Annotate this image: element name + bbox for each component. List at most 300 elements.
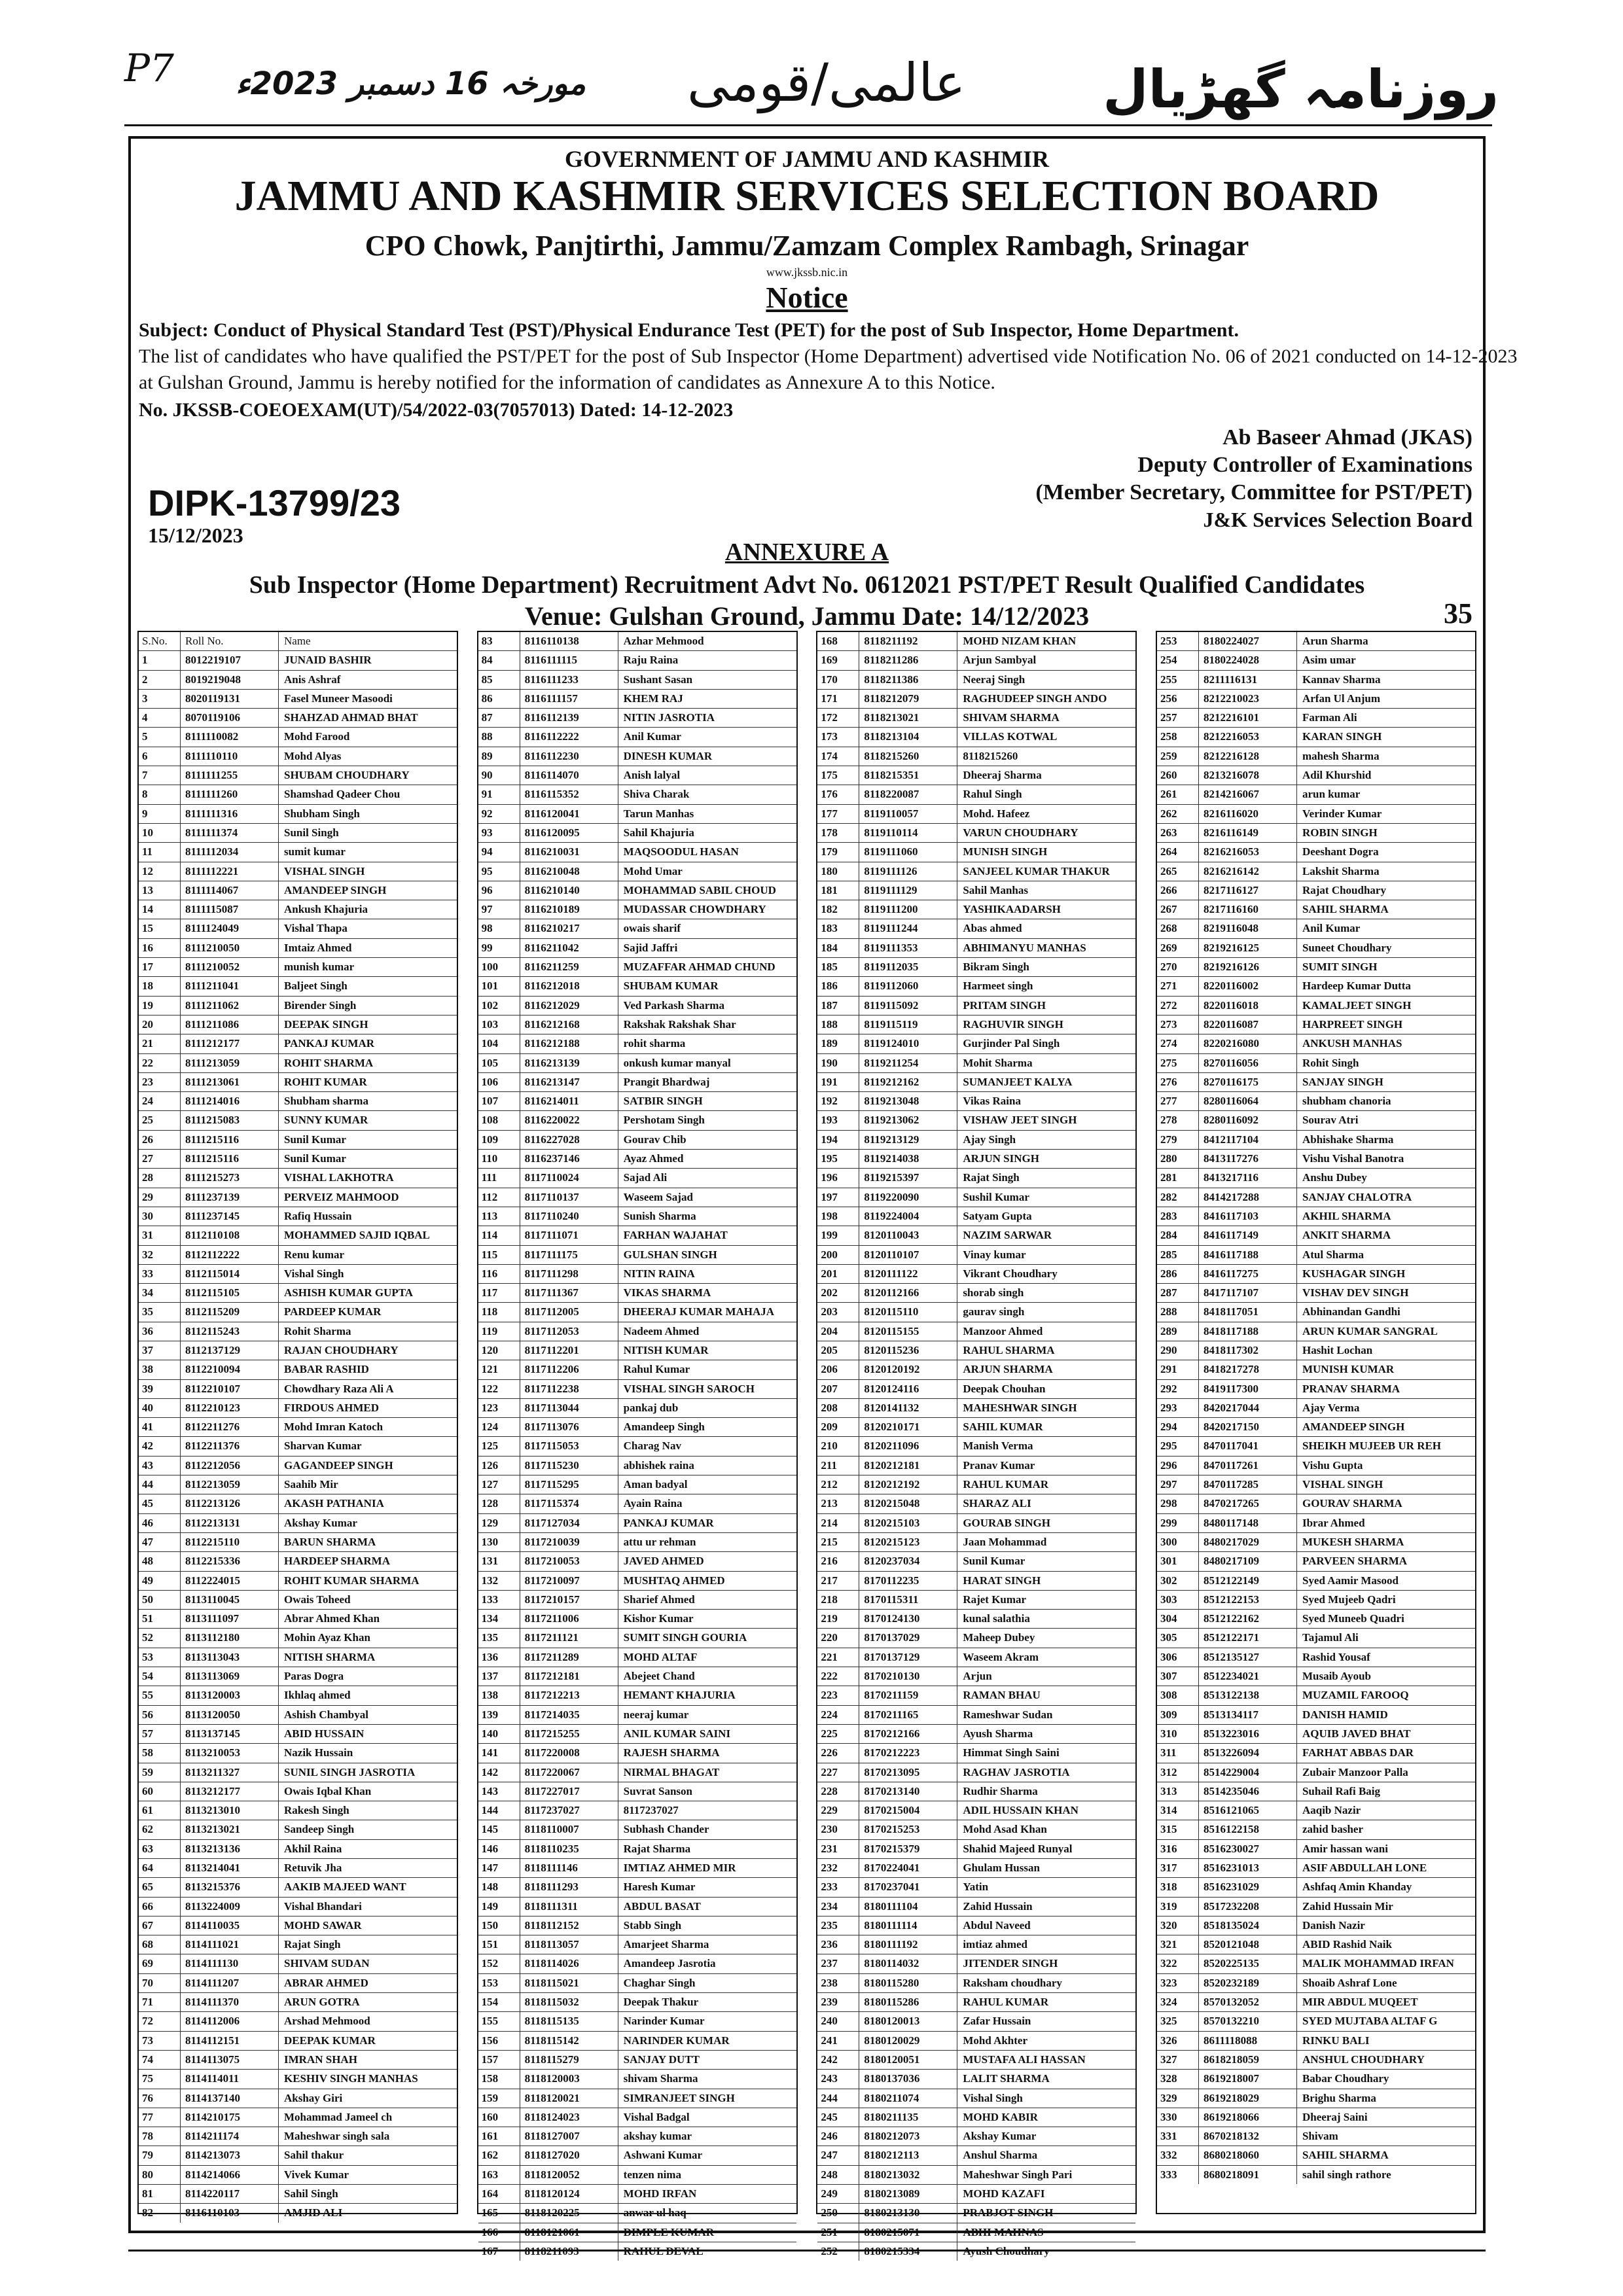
table-row xyxy=(1157,843,1475,862)
table-row xyxy=(478,1840,796,1859)
roll-number: 8116213139 xyxy=(520,1054,618,1072)
table-row xyxy=(478,1054,796,1073)
serial-number: 26 xyxy=(139,1131,181,1149)
roll-number: 8119211254 xyxy=(859,1054,957,1072)
roll-number: 8113120050 xyxy=(181,1706,279,1724)
candidate-name: abhishek raina xyxy=(623,1458,694,1472)
table-row xyxy=(478,2242,796,2261)
serial-number: 30 xyxy=(139,1207,181,1226)
serial-number: 162 xyxy=(478,2146,520,2164)
serial-number: 71 xyxy=(139,1993,181,2011)
serial-number: 120 xyxy=(478,1341,520,1360)
table-row xyxy=(478,671,796,690)
candidate-name: SANJEEL KUMAR THAKUR xyxy=(963,864,1110,877)
roll-number: 8114220117 xyxy=(181,2185,279,2203)
serial-number: 203 xyxy=(817,1303,859,1321)
candidate-name: JAVED AHMED xyxy=(623,1555,704,1568)
candidate-name: ANIL KUMAR SAINI xyxy=(623,1727,731,1740)
serial-number: 2 xyxy=(139,671,181,689)
roll-number: 8118111311 xyxy=(520,1898,618,1916)
candidate-name: imtiaz ahmed xyxy=(963,1938,1027,1951)
serial-number: 145 xyxy=(478,1820,520,1839)
roll-number: 8117110024 xyxy=(520,1169,618,1187)
candidate-name: Syed Mujeeb Qadri xyxy=(1302,1593,1396,1606)
roll-number: 8217116127 xyxy=(1199,881,1297,900)
roll-number: 8120115110 xyxy=(859,1303,957,1321)
roll-number: 8170124130 xyxy=(859,1610,957,1628)
table-row xyxy=(139,900,457,919)
serial-number: 232 xyxy=(817,1859,859,1877)
table-row xyxy=(1157,1514,1475,1533)
candidate-name: Pranav Kumar xyxy=(963,1458,1035,1472)
serial-number: 74 xyxy=(139,2051,181,2069)
table-row xyxy=(139,728,457,747)
roll-number: 8570132210 xyxy=(1199,2012,1297,2030)
serial-number: 55 xyxy=(139,1686,181,1704)
roll-number: 8170137029 xyxy=(859,1629,957,1647)
candidate-name: Vishu Vishal Banotra xyxy=(1302,1152,1404,1165)
table-row xyxy=(817,2185,1135,2204)
roll-number: 8114112151 xyxy=(181,2032,279,2050)
roll-number: 8119213129 xyxy=(859,1131,957,1149)
roll-number: 8170215253 xyxy=(859,1820,957,1839)
table-row xyxy=(139,1801,457,1820)
roll-number: 8114111370 xyxy=(181,1993,279,2011)
roll-number: 8116110138 xyxy=(520,632,618,650)
roll-number: 8118121061 xyxy=(520,2223,618,2242)
candidate-name: HEMANT KHAJURIA xyxy=(623,1689,736,1702)
serial-number: 122 xyxy=(478,1380,520,1398)
table-row xyxy=(1157,747,1475,766)
candidate-name: Narinder Kumar xyxy=(623,2015,705,2028)
table-row xyxy=(139,1859,457,1878)
table-row xyxy=(478,709,796,728)
serial-number: 106 xyxy=(478,1073,520,1091)
candidate-name: Mohd. Hafeez xyxy=(963,807,1030,820)
table-row xyxy=(817,1016,1135,1034)
candidate-name: KHEM RAJ xyxy=(623,692,683,705)
serial-number: 178 xyxy=(817,824,859,842)
roll-number: 8512135127 xyxy=(1199,1648,1297,1667)
candidate-name: Farman Ali xyxy=(1302,711,1357,724)
roll-number: 8113110045 xyxy=(181,1591,279,1609)
serial-number: 80 xyxy=(139,2166,181,2184)
table-row xyxy=(478,958,796,977)
roll-number: 8170213095 xyxy=(859,1763,957,1782)
roll-number: 8112115243 xyxy=(181,1322,279,1341)
table-row xyxy=(1157,1284,1475,1303)
serial-number: 202 xyxy=(817,1284,859,1302)
serial-number: 209 xyxy=(817,1418,859,1436)
serial-number: 47 xyxy=(139,1533,181,1551)
roll-number: 8119111244 xyxy=(859,919,957,938)
serial-number: 262 xyxy=(1157,805,1199,823)
serial-number: 59 xyxy=(139,1763,181,1782)
candidate-name: Arjun xyxy=(963,1670,992,1683)
serial-number: 331 xyxy=(1157,2127,1199,2146)
serial-number: 88 xyxy=(478,728,520,746)
candidate-name: PANKAJ KUMAR xyxy=(623,1516,714,1529)
serial-number: 10 xyxy=(139,824,181,842)
roll-number: 8212210023 xyxy=(1199,690,1297,708)
dipk-number: DIPK-13799/23 xyxy=(148,482,401,523)
roll-number: 8113111097 xyxy=(181,1610,279,1628)
candidate-name: SUNNY KUMAR xyxy=(284,1114,368,1127)
roll-number: 8516121065 xyxy=(1199,1801,1297,1820)
roll-number: 8119115092 xyxy=(859,997,957,1015)
table-row xyxy=(1157,2012,1475,2031)
roll-number: 8514229004 xyxy=(1199,1763,1297,1782)
roll-number: 8116214011 xyxy=(520,1092,618,1110)
candidate-name: Waseem Akram xyxy=(963,1650,1039,1663)
serial-number: 222 xyxy=(817,1667,859,1686)
roll-number: 8118111146 xyxy=(520,1859,618,1877)
table-row xyxy=(478,1475,796,1494)
candidate-name: Vishal Singh xyxy=(284,1267,344,1280)
candidate-name: Mohd Imran Katoch xyxy=(284,1421,383,1434)
table-row xyxy=(1157,1954,1475,1973)
serial-number: 269 xyxy=(1157,939,1199,957)
serial-number: 317 xyxy=(1157,1859,1199,1877)
serial-number: 234 xyxy=(817,1898,859,1916)
serial-number: 124 xyxy=(478,1418,520,1436)
serial-number: 20 xyxy=(139,1016,181,1034)
serial-number: 198 xyxy=(817,1207,859,1226)
roll-number: 8111210052 xyxy=(181,958,279,976)
serial-number: 276 xyxy=(1157,1073,1199,1091)
candidate-name: Anshul Sharma xyxy=(963,2149,1038,2162)
candidate-name: AKHIL SHARMA xyxy=(1302,1209,1391,1222)
roll-number: 8117237027 xyxy=(520,1801,618,1820)
roll-number: 8116210140 xyxy=(520,881,618,900)
table-row xyxy=(478,1763,796,1782)
table-row xyxy=(1157,2166,1475,2184)
serial-number: 7 xyxy=(139,766,181,785)
roll-number: 8180115280 xyxy=(859,1974,957,1992)
candidate-name: Mohit Sharma xyxy=(963,1056,1033,1069)
roll-number: 8513122138 xyxy=(1199,1686,1297,1704)
annexure-page-number: 35 xyxy=(1444,597,1472,629)
table-row xyxy=(139,1916,457,1935)
table-row xyxy=(817,2070,1135,2089)
roll-number: 8170213140 xyxy=(859,1782,957,1801)
roll-number: 8170211165 xyxy=(859,1706,957,1724)
candidate-name: SANJAY CHALOTRA xyxy=(1302,1190,1412,1203)
table-row xyxy=(817,1686,1135,1705)
roll-number: 8513226094 xyxy=(1199,1744,1297,1762)
table-row xyxy=(478,1591,796,1610)
table-row xyxy=(478,766,796,785)
table-row xyxy=(817,1284,1135,1303)
table-row xyxy=(817,1744,1135,1763)
serial-number: 181 xyxy=(817,881,859,900)
candidate-name: KAMALJEET SINGH xyxy=(1302,998,1412,1012)
serial-number: 34 xyxy=(139,1284,181,1302)
table-row xyxy=(1157,1226,1475,1245)
table-row xyxy=(1157,1169,1475,1188)
roll-number: 8413217116 xyxy=(1199,1169,1297,1187)
candidate-name: ARJUN SINGH xyxy=(963,1152,1039,1165)
serial-number: 45 xyxy=(139,1494,181,1513)
serial-number: 312 xyxy=(1157,1763,1199,1782)
roll-number: 8111215273 xyxy=(181,1169,279,1187)
roll-number: 8214216067 xyxy=(1199,785,1297,804)
table-row xyxy=(817,1054,1135,1073)
roll-number: 8212216101 xyxy=(1199,709,1297,727)
candidate-name: Anshu Dubey xyxy=(1302,1171,1367,1184)
roll-number: 8111213059 xyxy=(181,1054,279,1072)
serial-number: 108 xyxy=(478,1111,520,1129)
serial-number: 330 xyxy=(1157,2108,1199,2127)
serial-number: 290 xyxy=(1157,1341,1199,1360)
table-row xyxy=(1157,1878,1475,1897)
candidate-name: Arshad Mehmood xyxy=(284,2015,370,2028)
roll-number: 8470217265 xyxy=(1199,1494,1297,1513)
serial-number: 189 xyxy=(817,1034,859,1053)
roll-number: 8119224004 xyxy=(859,1207,957,1226)
serial-number: 1 xyxy=(139,651,181,669)
serial-number: 194 xyxy=(817,1131,859,1149)
roll-number: 8113213136 xyxy=(181,1840,279,1858)
candidate-name: GOURAB SINGH xyxy=(963,1516,1050,1529)
candidates-column xyxy=(477,631,798,2257)
table-row xyxy=(1157,1552,1475,1571)
candidate-name: RAGHAV JASROTIA xyxy=(963,1765,1070,1778)
candidate-name: ANSHUL CHOUDHARY xyxy=(1302,2053,1425,2066)
table-row xyxy=(139,1284,457,1303)
roll-number: 8116120041 xyxy=(520,805,618,823)
serial-number: 66 xyxy=(139,1898,181,1916)
table-row xyxy=(817,671,1135,690)
roll-number: 8118120052 xyxy=(520,2166,618,2184)
table-row xyxy=(1157,2108,1475,2127)
candidate-name: Sahil Singh xyxy=(284,2187,338,2200)
roll-number: 8120215048 xyxy=(859,1494,957,1513)
candidate-name: Amandeep Singh xyxy=(623,1421,705,1434)
candidate-name: JITENDER SINGH xyxy=(963,1957,1058,1970)
table-row xyxy=(817,728,1135,747)
roll-number: 8120120192 xyxy=(859,1360,957,1379)
serial-number: 250 xyxy=(817,2204,859,2222)
candidate-name: FIRDOUS AHMED xyxy=(284,1401,379,1414)
table-row xyxy=(1157,1111,1475,1130)
roll-number: 8120211096 xyxy=(859,1437,957,1455)
candidate-name: PRANAV SHARMA xyxy=(1302,1382,1400,1395)
candidates-column xyxy=(137,631,458,2219)
candidate-name: RAJAN CHOUDHARY xyxy=(284,1343,399,1356)
table-row xyxy=(817,1935,1135,1954)
serial-number: 53 xyxy=(139,1648,181,1667)
roll-number: 8113112180 xyxy=(181,1629,279,1647)
candidate-name: Bikram Singh xyxy=(963,961,1029,974)
serial-number: 132 xyxy=(478,1572,520,1590)
serial-number: 229 xyxy=(817,1801,859,1820)
reference-number: No. JKSSB-COEOEXAM(UT)/54/2022-03(7057013) Dated: 14-12-2023 xyxy=(139,399,734,421)
table-row xyxy=(817,1360,1135,1379)
roll-number: 8412117104 xyxy=(1199,1131,1297,1149)
candidate-name: Raksham choudhary xyxy=(963,1976,1062,1989)
table-row xyxy=(817,1265,1135,1284)
table-row xyxy=(139,1878,457,1897)
candidate-name: Jaan Mohammad xyxy=(963,1535,1047,1548)
serial-number: 161 xyxy=(478,2127,520,2146)
table-row xyxy=(1157,632,1475,651)
table-row xyxy=(1157,1610,1475,1629)
government-heading: GOVERNMENT OF JAMMU AND KASHMIR xyxy=(565,146,1049,172)
roll-number: 8480117148 xyxy=(1199,1514,1297,1532)
serial-number: 76 xyxy=(139,2089,181,2108)
roll-number: 8420217044 xyxy=(1199,1399,1297,1417)
roll-number: 8118114026 xyxy=(520,1954,618,1973)
serial-number: 56 xyxy=(139,1706,181,1724)
candidate-name: VILLAS KOTWAL xyxy=(963,730,1058,743)
roll-number: 8118211192 xyxy=(859,632,957,650)
candidate-name: AQUIB JAVED BHAT xyxy=(1302,1727,1411,1740)
board-address: CPO Chowk, Panjtirthi, Jammu/Zamzam Complex Rambagh, Srinagar xyxy=(365,230,1249,262)
roll-number: 8418217278 xyxy=(1199,1360,1297,1379)
table-row xyxy=(1157,1801,1475,1820)
candidate-name: Adil Khurshid xyxy=(1302,769,1372,782)
table-row xyxy=(817,2166,1135,2185)
candidate-name: Anil Kumar xyxy=(623,730,681,743)
table-row xyxy=(478,997,796,1016)
serial-number: 283 xyxy=(1157,1207,1199,1226)
serial-number: 215 xyxy=(817,1533,859,1551)
serial-number: 101 xyxy=(478,977,520,995)
candidate-name: Vikas Raina xyxy=(963,1095,1021,1108)
candidate-name: Zubair Manzoor Palla xyxy=(1302,1765,1408,1778)
table-row xyxy=(139,1016,457,1034)
roll-number: 8120124116 xyxy=(859,1380,957,1398)
serial-number: 121 xyxy=(478,1360,520,1379)
candidate-name: MIR ABDUL MUQEET xyxy=(1302,1996,1418,2009)
table-row xyxy=(478,2185,796,2204)
table-row xyxy=(817,2127,1135,2146)
roll-number: 8112210094 xyxy=(181,1360,279,1379)
table-row xyxy=(817,1437,1135,1456)
roll-number: 8111114067 xyxy=(181,881,279,900)
table-row xyxy=(139,824,457,843)
table-row xyxy=(478,1898,796,1916)
candidate-name: Vishal Badgal xyxy=(623,2110,690,2123)
roll-number: 8413117276 xyxy=(1199,1150,1297,1168)
table-row xyxy=(478,824,796,843)
table-row xyxy=(1157,671,1475,690)
candidate-name: akshay kumar xyxy=(623,2130,692,2143)
roll-number: 8118213021 xyxy=(859,709,957,727)
table-row xyxy=(1157,1341,1475,1360)
serial-number: 61 xyxy=(139,1801,181,1820)
candidate-name: Anis Ashraf xyxy=(284,673,341,686)
candidate-name: Ayain Raina xyxy=(623,1497,683,1510)
roll-number: 8111111260 xyxy=(181,785,279,804)
table-row xyxy=(139,690,457,709)
candidate-name: Sharief Ahmed xyxy=(623,1593,695,1606)
roll-number: 8117112005 xyxy=(520,1303,618,1321)
table-row xyxy=(139,1954,457,1973)
roll-number: 8111211062 xyxy=(181,997,279,1015)
serial-number: 75 xyxy=(139,2070,181,2088)
serial-number: 5 xyxy=(139,728,181,746)
serial-number: 164 xyxy=(478,2185,520,2203)
serial-number: 70 xyxy=(139,1974,181,1992)
candidate-name: NITISH KUMAR xyxy=(623,1343,709,1356)
table-row xyxy=(817,1494,1135,1513)
serial-number: 264 xyxy=(1157,843,1199,861)
roll-number: 8520121048 xyxy=(1199,1935,1297,1954)
serial-number: 142 xyxy=(478,1763,520,1782)
serial-number: 201 xyxy=(817,1265,859,1283)
candidate-name: Charag Nav xyxy=(623,1439,681,1453)
roll-number: 8116237146 xyxy=(520,1150,618,1168)
candidate-name: Abrar Ahmed Khan xyxy=(284,1612,380,1625)
roll-number: 8118115032 xyxy=(520,1993,618,2011)
roll-number: 8118111293 xyxy=(520,1878,618,1896)
roll-number: 8216116149 xyxy=(1199,824,1297,842)
serial-number: 129 xyxy=(478,1514,520,1532)
candidate-name: SATBIR SINGH xyxy=(623,1095,703,1108)
table-row xyxy=(817,1380,1135,1399)
serial-number: 328 xyxy=(1157,2070,1199,2088)
candidate-name: Gourav Chib xyxy=(623,1133,687,1146)
serial-number: 256 xyxy=(1157,690,1199,708)
roll-number: 8618218059 xyxy=(1199,2051,1297,2069)
annexure-title: ANNEXURE A xyxy=(724,539,889,566)
serial-number: 321 xyxy=(1157,1935,1199,1954)
candidate-name: PARDEEP KUMAR xyxy=(284,1305,382,1318)
roll-number: 8117215255 xyxy=(520,1725,618,1743)
candidate-name: Syed Muneeb Quadri xyxy=(1302,1612,1404,1625)
roll-number: 8180224027 xyxy=(1199,632,1297,650)
serial-number: 125 xyxy=(478,1437,520,1455)
serial-number: 205 xyxy=(817,1341,859,1360)
serial-number: 14 xyxy=(139,900,181,919)
roll-number: 8120212181 xyxy=(859,1457,957,1475)
serial-number: 165 xyxy=(478,2204,520,2222)
candidate-name: ANKUSH MANHAS xyxy=(1302,1037,1402,1050)
table-row xyxy=(817,1954,1135,1973)
roll-number: 8120237034 xyxy=(859,1552,957,1570)
roll-number: 8418117051 xyxy=(1199,1303,1297,1321)
roll-number: 8170137129 xyxy=(859,1648,957,1667)
candidate-name: shubham chanoria xyxy=(1302,1095,1391,1108)
candidate-name: Ankush Khajuria xyxy=(284,903,368,916)
candidate-name: BABAR RASHID xyxy=(284,1363,369,1376)
candidate-name: Mohammad Jameel ch xyxy=(284,2110,393,2123)
table-row xyxy=(1157,1092,1475,1111)
serial-number: 86 xyxy=(478,690,520,708)
serial-number: 216 xyxy=(817,1552,859,1570)
serial-number: 192 xyxy=(817,1092,859,1110)
serial-number: 286 xyxy=(1157,1265,1199,1283)
serial-number: 197 xyxy=(817,1188,859,1207)
serial-number: 311 xyxy=(1157,1744,1199,1762)
candidate-name: Mohd Farood xyxy=(284,730,350,743)
roll-number: 8116112139 xyxy=(520,709,618,727)
table-row xyxy=(1157,728,1475,747)
serial-number: 214 xyxy=(817,1514,859,1532)
serial-number: 95 xyxy=(478,862,520,881)
roll-number: 8012219107 xyxy=(181,651,279,669)
serial-number: 182 xyxy=(817,900,859,919)
candidate-name: SANJAY SINGH xyxy=(1302,1075,1383,1088)
candidate-name: Neeraj Singh xyxy=(963,673,1026,686)
candidate-name: Rahul Singh xyxy=(963,788,1022,801)
serial-number: 40 xyxy=(139,1399,181,1417)
serial-number: 158 xyxy=(478,2070,520,2088)
table-row xyxy=(478,2070,796,2089)
table-row xyxy=(817,1475,1135,1494)
